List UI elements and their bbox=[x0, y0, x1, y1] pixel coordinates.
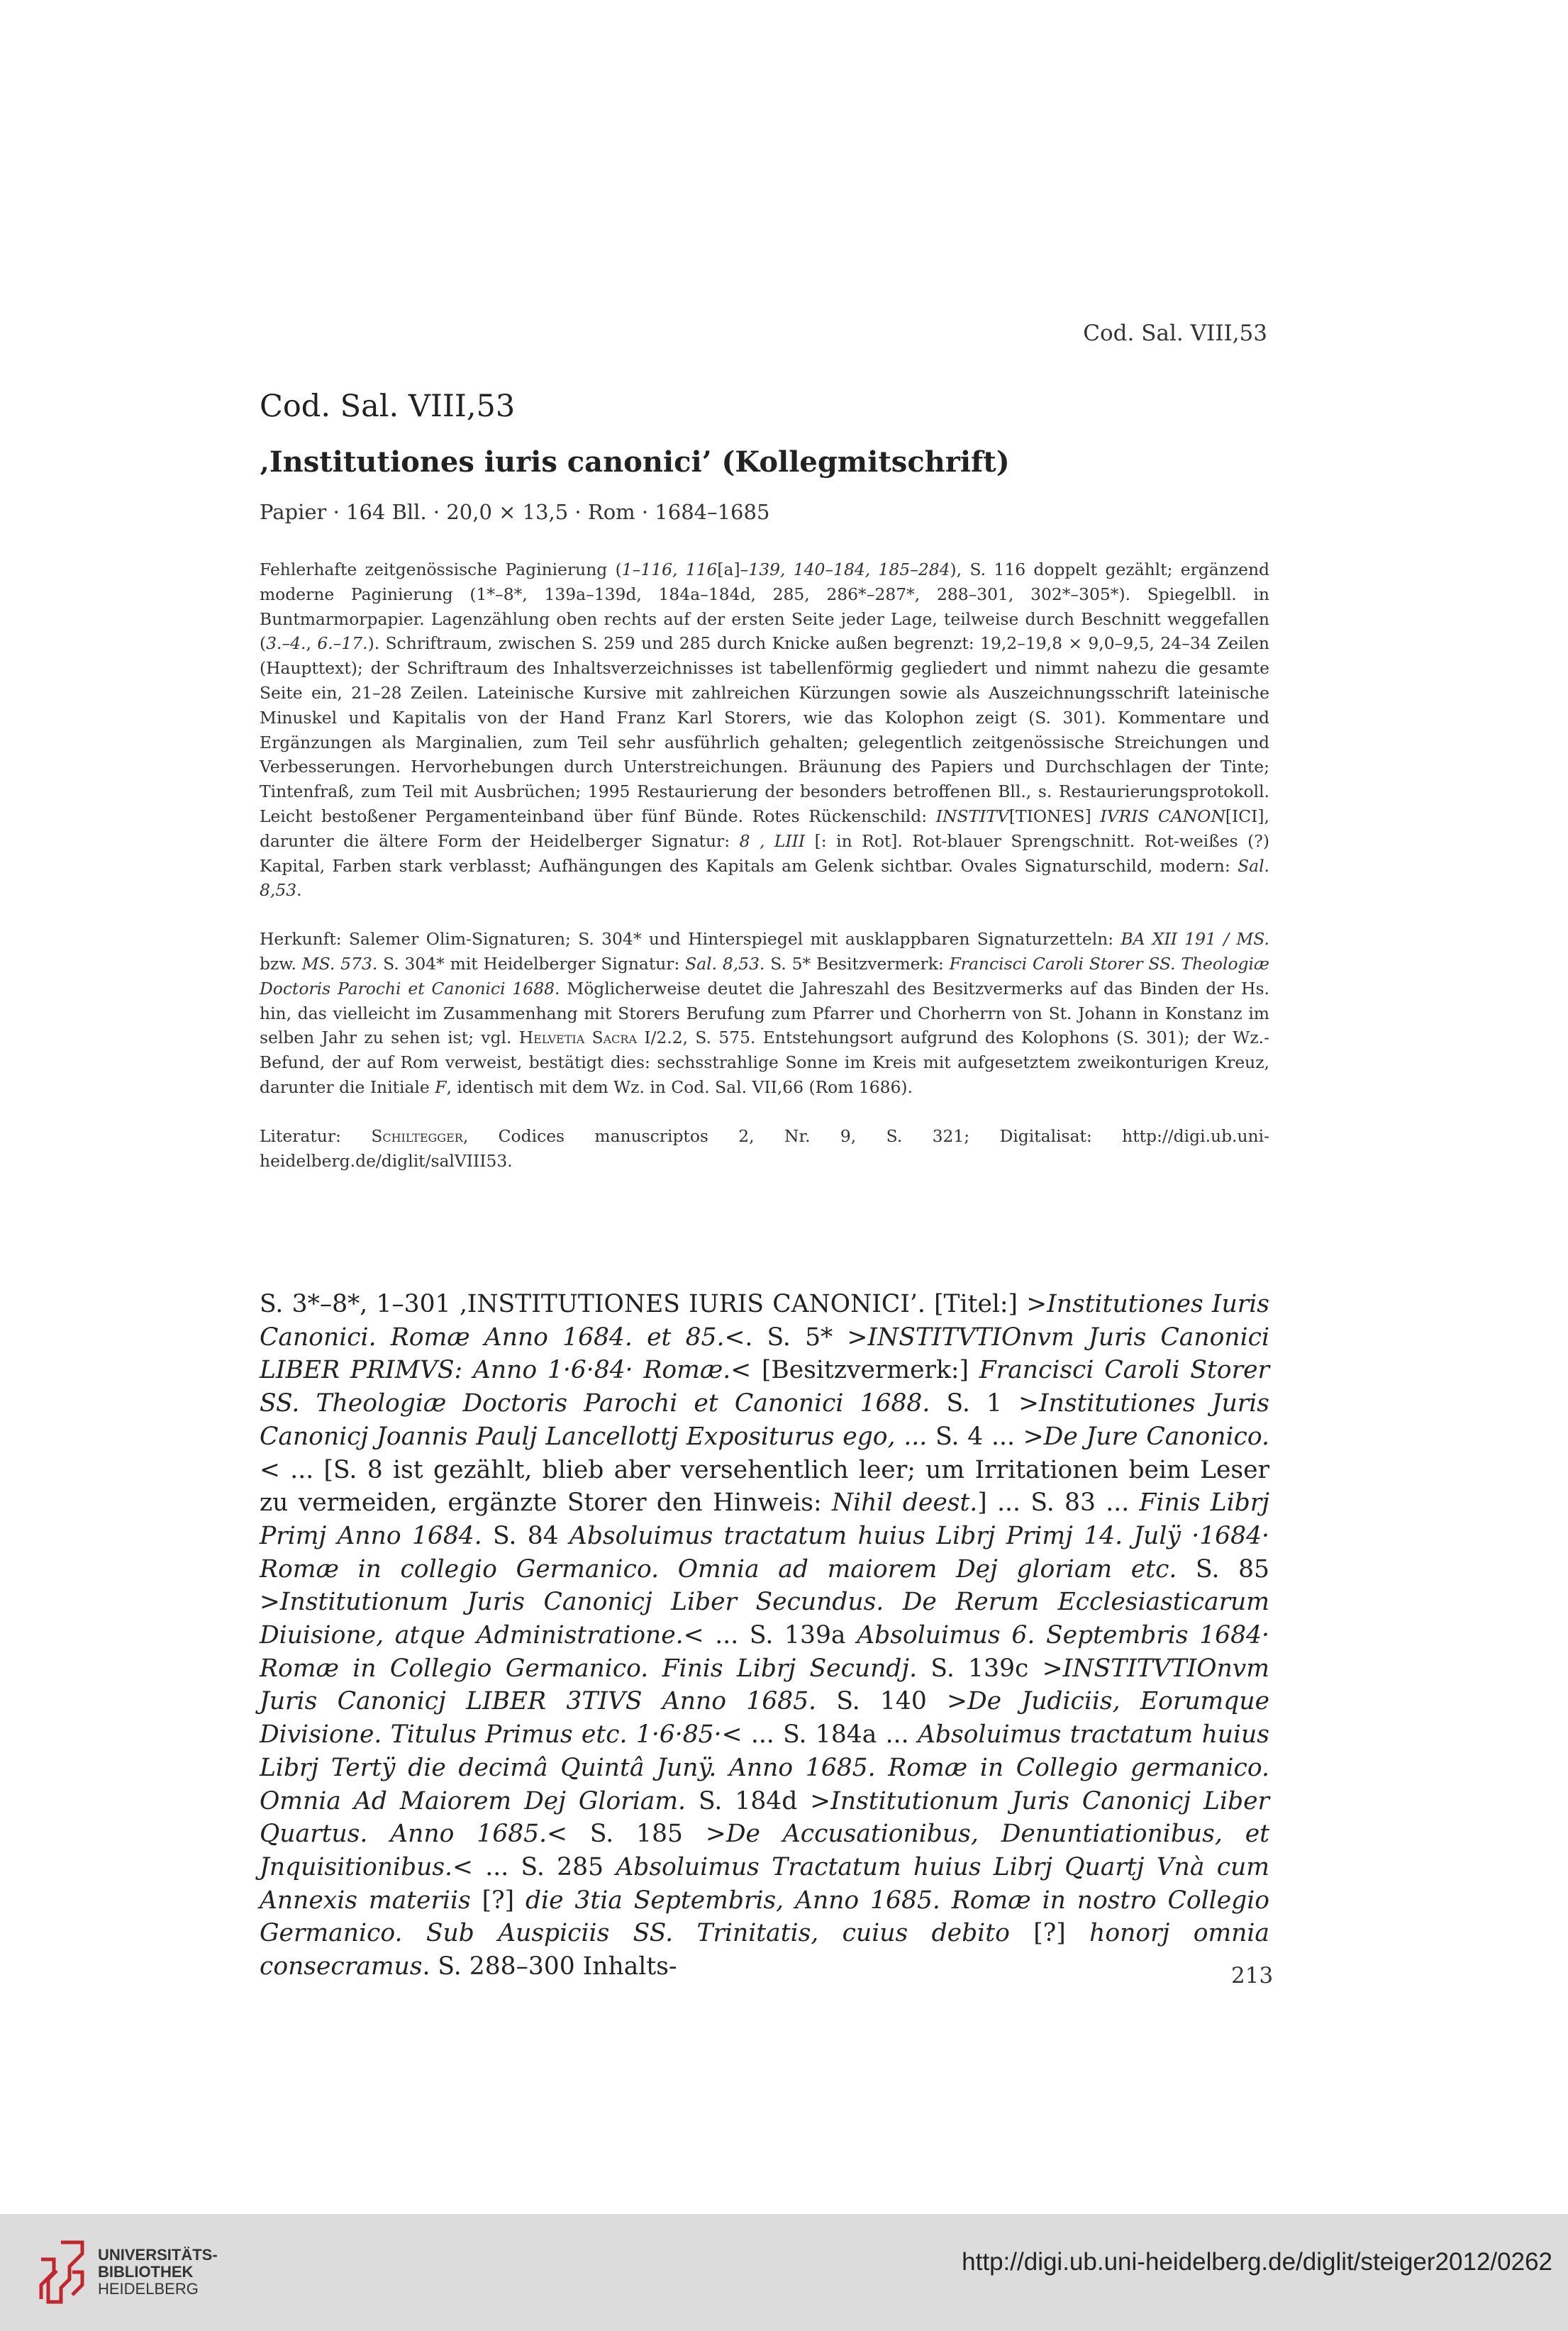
codicological-description bbox=[260, 557, 1269, 1197]
footer-bar bbox=[0, 2214, 1568, 2331]
ub-heidelberg-logo-icon[interactable] bbox=[33, 2238, 89, 2306]
page-number: 213 bbox=[1231, 1963, 1274, 1988]
physical-description-paragraph: Fehlerhafte zeitgenössische Paginierung (1–116, 116[a]–139, 140–184, 185–284), S. 116 doppelt gezählt; ergänzend moderne Paginierung (1*–8*, 139a–139d, 184a–184d, 285, 286*–287*, 288–301, 302*–305*). Spiegelbll. in Buntmarmorpapier. Lagenzählung oben rechts auf der ersten Seite jeder Lage, teilweise durch Beschnitt weggefallen (3.–4., 6.–17.). Schriftraum, zwischen S. 259 und 285 durch Knicke außen begrenzt: 19,2–19,8 × 9,0–9,5, 24–34 Zeilen (Haupttext); der Schriftraum des Inhaltsverzeichnisses ist tabellenförmig gegliedert und nimmt nahezu die gesamte Seite ein, 21–28 Zeilen. Lateinische Kursive mit zahlreichen Kürzungen sowie als Auszeichnungsschrift lateinische Minuskel und Kapitalis von der Hand Franz Karl Storers, wie das Kolophon zeigt (S. 301). Kommentare und Ergänzungen als Marginalien, zum Teil sehr ausführlich gehalten; gelegentlich zeitgenössische Streichungen und Verbesserungen. Hervorhebungen durch Unterstreichungen. Bräunung des Papiers und Durchschlagen der Tinte; Tintenfraß, zum Teil mit Ausbrüchen; 1995 Restaurierung der besonders betroffenen Bll., s. Restaurierungsprotokoll. Leicht bestoßener Pergamenteinband über fünf Bünde. Rotes Rückenschild: INSTITV[TIONES] IVRIS CANON[ICI], darunter die ältere Form der Heidelberger Signatur: 8 , LIII [: in Rot]. Rot-blauer Sprengschnitt. Rot-weißes (?) Kapital, Farben stark verblasst; Aufhängungen des Kapitals am Gelenk sichtbar. Ovales Signaturschild, modern: Sal. 8,53. bbox=[260, 560, 1269, 901]
shelfmark-heading: Cod. Sal. VIII,53 bbox=[260, 389, 516, 424]
provenance-paragraph: Herkunft: Salemer Olim-Signaturen; S. 304* und Hinterspiegel mit ausklappbaren Signaturzetteln: BA XII 191 / MS. bzw. MS. 573. S. 304* mit Heidelberger Signatur: Sal. 8,53. S. 5* Besitzvermerk: Francisci Caroli Storer SS. Theologiæ Doctoris Parochi et Canonici 1688. Möglicherweise deutet die Jahreszahl des Besitzvermerks auf das Binden der Hs. hin, das vielleicht im Zusammenhang mit Storers Berufung zum Pfarrer und Chorherrn von St. Johann in Konstanz im selben Jahr zu sehen ist; vgl. Helvetia Sacra I/2.2, S. 575. Entstehungsort aufgrund des Kolophons (S. 301); der Wz.-Befund, der auf Rom verweist, bestätigt dies: sechsstrahlige Sonne im Kreis mit aufgesetztem zweikonturigen Kreuz, darunter die Initiale F, identisch mit dem Wz. in Cod. Sal. VII,66 (Rom 1686). bbox=[260, 929, 1269, 1097]
manuscript-title: ‚Institutiones iuris canonici’ (Kollegmitschrift) bbox=[260, 445, 1010, 479]
running-head: Cod. Sal. VIII,53 bbox=[1083, 321, 1267, 346]
contents-paragraph: S. 3*–8*, 1–301 ‚INSTITUTIONES IURIS CANONICI’. [Titel:] >Institutiones Iuris Canonici. Romæ Anno 1684. et 85.<. S. 5* >INSTITVTIOnvm Juris Canonici LIBER PRIMVS: Anno 1·6·84· Romæ.< [Besitzvermerk:] Francisci Caroli Storer SS. Theologiæ Doctoris Parochi et Canonici 1688. S. 1 >Institutiones Juris Canonicj Joannis Paulj Lancellottj Expositurus ego, ... S. 4 ... >De Jure Canonico.< ... [S. 8 ist gezählt, blieb aber versehentlich leer; um Irritationen beim Leser zu vermeiden, ergänzte Storer den Hinweis: Nihil deest.] ... S. 83 ... Finis Librj Primj Anno 1684. S. 84 Absoluimus tractatum huius Librj Primj 14. Julÿ ·1684· Romæ in collegio Germanico. Omnia ad maiorem Dej gloriam etc. S. 85 >Institutionum Juris Canonicj Liber Secundus. De Rerum Ecclesiasticarum Diuisione, atque Administratione.< ... S. 139a Absoluimus 6. Septembris 1684· Romæ in Collegio Germanico. Finis Librj Secundj. S. 139c >INSTITVTIOnvm Juris Canonicj LIBER 3TIVS Anno 1685. S. 140 >De Judiciis, Eorumque Divisione. Titulus Primus etc. 1·6·85·< ... S. 184a ... Absoluimus tractatum huius Librj Tertÿ die decimâ Quintâ Junÿ. Anno 1685. Romæ in Collegio germanico. Omnia Ad Maiorem Dej Gloriam. S. 184d >Institutionum Juris Canonicj Liber Quartus. Anno 1685.< S. 185 >De Accusationibus, Denuntiationibus, et Jnquisitionibus.< ... S. 285 Absoluimus Tractatum huius Librj Quartj Vnà cum Annexis materiis [?] die 3tia Septembris, Anno 1685. Romæ in nostro Collegio Germanico. Sub Auspiciis SS. Trinitatis, cuius debito [?] honorj omnia consecramus. S. 288–300 Inhalts- bbox=[260, 1290, 1270, 1981]
manuscript-meta: Papier · 164 Bll. · 20,0 × 13,5 · Rom · 1684–1685 bbox=[260, 500, 770, 524]
library-name: UNIVERSITÄTS- BIBLIOTHEK HEIDELBERG bbox=[98, 2246, 218, 2298]
literature-paragraph: Literatur: Schiltegger, Codices manuscriptos 2, Nr. 9, S. 321; Digitalisat: http://digi.ub.uni-heidelberg.de/diglit/salVIII53. bbox=[260, 1125, 1269, 1171]
content-description bbox=[260, 1288, 1269, 1984]
digitization-url-link[interactable]: http://digi.ub.uni-heidelberg.de/diglit/steiger2012/0262 bbox=[962, 2248, 1552, 2276]
